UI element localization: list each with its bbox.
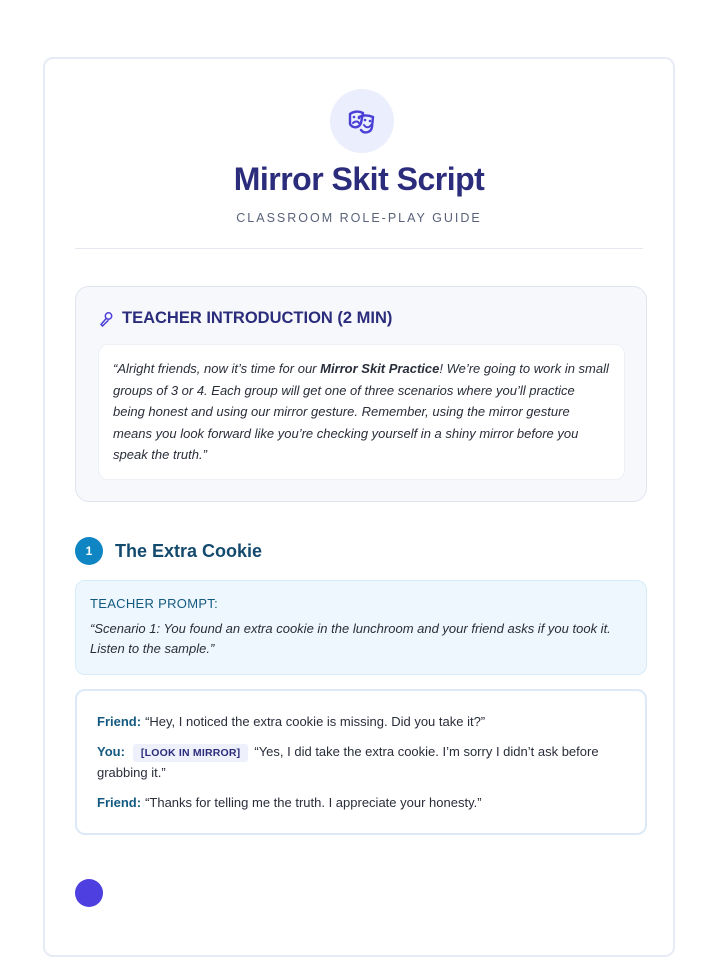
intro-title: TEACHER INTRODUCTION (2 MIN) (122, 309, 393, 327)
speaker-label: You: (97, 744, 125, 759)
script-card (43, 57, 675, 957)
logo-badge (330, 89, 394, 153)
dialogue-text: “Yes, I did take the extra cookie. I’m sorry I didn’t ask before grabbing it.” (97, 744, 599, 780)
microphone-icon (98, 311, 114, 327)
intro-header (98, 309, 392, 328)
dialogue-line (97, 711, 625, 732)
page-subtitle: CLASSROOM ROLE-PLAY GUIDE (236, 211, 482, 225)
teacher-prompt-box (75, 580, 647, 675)
dialogue-box (75, 689, 647, 835)
dialogue-text: “Hey, I noticed the extra cookie is missing. Did you take it?” (145, 714, 486, 729)
teacher-introduction-section (75, 286, 647, 502)
stage-direction-tag: [LOOK IN MIRROR] (133, 744, 248, 762)
prompt-label: TEACHER PROMPT: (90, 596, 219, 611)
intro-quote-bold: Mirror Skit Practice (320, 361, 440, 376)
intro-quote (98, 344, 625, 480)
dialogue-text: “Thanks for telling me the truth. I appreciate your honesty.” (145, 795, 482, 810)
scenario-title: The Extra Cookie (115, 540, 263, 561)
header-divider (75, 248, 643, 249)
theater-masks-icon (345, 104, 379, 138)
page-title: Mirror Skit Script (233, 161, 485, 197)
scenario-2-badge (75, 879, 103, 907)
dialogue-line (97, 792, 625, 813)
scenario-number-badge: 1 (75, 537, 103, 565)
intro-quote-end: ! We’re going to work in small groups of 3 or 4. Each group will get one of three scenarios where you’ll practice being honest and using our mirror gesture. Remember, using the mirror gesture means you look forward like you’re checking yourself in a shiny mirror before you speak the truth.” (113, 361, 609, 463)
intro-quote-start: “Alright friends, now it’s time for our (113, 361, 321, 376)
prompt-text: “Scenario 1: You found an extra cookie in the lunchroom and your friend asks if you took it. Listen to the sample.” (90, 621, 611, 656)
speaker-label: Friend: (97, 795, 142, 810)
scenario-1-header (75, 537, 262, 565)
speaker-label: Friend: (97, 714, 142, 729)
dialogue-line (97, 741, 625, 783)
